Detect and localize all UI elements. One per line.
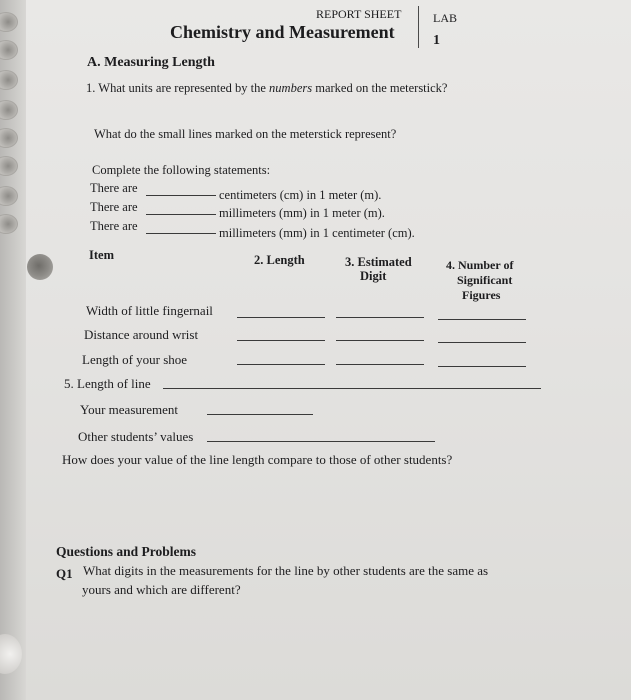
estimated-blank-shoe[interactable] (336, 364, 424, 365)
table-header-length: 2. Length (254, 253, 305, 267)
question-1 (86, 82, 447, 95)
statement-1-prefix: There are (90, 181, 138, 195)
length-blank-shoe[interactable] (237, 364, 325, 365)
question-1-emphasis: numbers (269, 81, 313, 95)
table-header-estimated-2: Digit (360, 269, 387, 283)
lab-number: 1 (433, 33, 440, 48)
page-title: Chemistry and Measurement (170, 22, 395, 42)
lab-label: LAB (433, 11, 457, 25)
table-row-label: Width of little fingernail (86, 303, 213, 318)
estimated-blank-wrist[interactable] (336, 340, 424, 341)
length-blank-wrist[interactable] (237, 340, 325, 341)
table-row-label: Length of your shoe (82, 352, 188, 367)
other-values-blank[interactable] (207, 441, 435, 442)
table-header-estimated: 3. Estimated (345, 255, 412, 269)
sigfig-blank-fingernail[interactable] (438, 319, 526, 320)
section-a-heading: A. Measuring Length (87, 55, 215, 70)
statement-2-blank[interactable] (146, 214, 216, 215)
statement-3-prefix: There are (90, 219, 138, 233)
table-header-sigfig: 4. Number of (446, 258, 514, 272)
question-1-text-after: marked on the meterstick? (315, 81, 448, 95)
q1-text-line-1: What digits in the measurements for the line by other students are the same as (83, 563, 489, 578)
statement-2-suffix: millimeters (mm) in 1 meter (m). (219, 206, 385, 220)
punch-hole (27, 254, 53, 280)
header-divider (418, 6, 419, 48)
small-lines-question: What do the small lines marked on the meterstick represent? (94, 127, 397, 141)
report-sheet-label: REPORT SHEET (316, 7, 402, 21)
questions-heading: Questions and Problems (56, 544, 197, 559)
question-1-text-before: What units are represented by the (98, 81, 266, 95)
estimated-blank-fingernail[interactable] (336, 317, 424, 318)
length-blank-fingernail[interactable] (237, 317, 325, 318)
length-of-line-reference (163, 388, 541, 389)
table-header-sigfig-2: Significant (457, 273, 513, 287)
statement-2-prefix: There are (90, 200, 138, 214)
q1-label: Q1 (56, 566, 73, 581)
table-row-label: Distance around wrist (84, 327, 199, 342)
q1-text-line-2: yours and which are different? (82, 582, 241, 597)
table-header-sigfig-3: Figures (462, 288, 501, 302)
other-values-label: Other students’ values (78, 429, 194, 444)
sigfig-blank-wrist[interactable] (438, 342, 526, 343)
statement-3-suffix: millimeters (mm) in 1 centimeter (cm). (219, 226, 415, 240)
statement-3-blank[interactable] (146, 233, 216, 234)
statement-1-blank[interactable] (146, 195, 216, 196)
complete-prompt: Complete the following statements: (92, 163, 271, 177)
length-of-line-label: 5. Length of line (64, 376, 151, 391)
your-measurement-label: Your measurement (80, 402, 178, 417)
question-1-number: 1. (86, 81, 96, 95)
sigfig-blank-shoe[interactable] (438, 366, 526, 367)
table-header-item: Item (89, 248, 114, 262)
compare-question: How does your value of the line length compare to those of other students? (62, 452, 453, 467)
statement-1-suffix: centimeters (cm) in 1 meter (m). (219, 188, 382, 202)
your-measurement-blank[interactable] (207, 414, 313, 415)
